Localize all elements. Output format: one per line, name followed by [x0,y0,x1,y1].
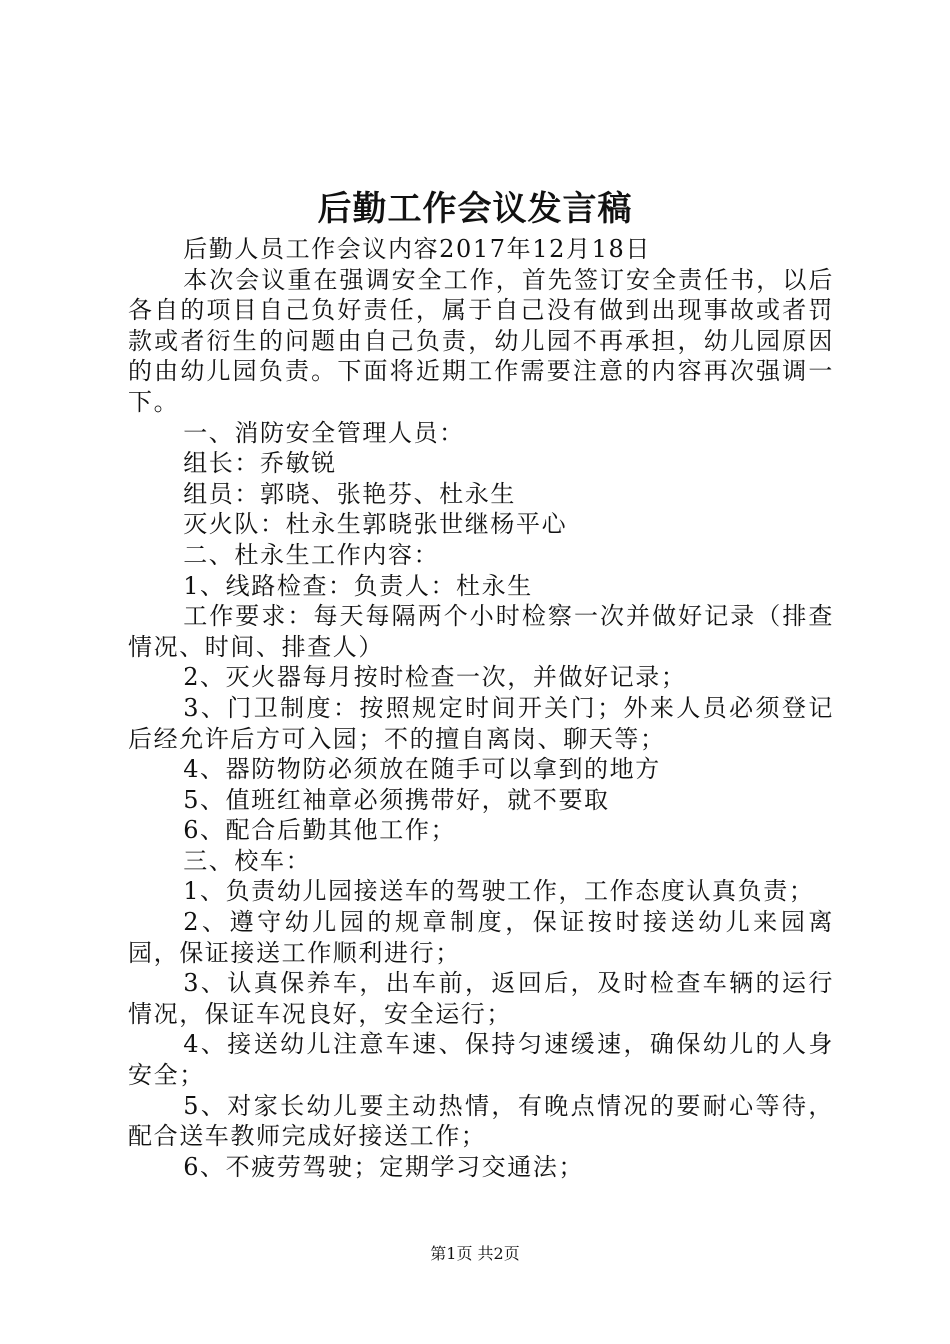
list-item: 4、接送幼儿注意车速、保持匀速缓速，确保幼儿的人身安全； [128,1030,834,1090]
paragraph-team-leader: 组长：乔敏锐 [183,449,337,478]
paragraph-fire-squad: 灭火队：杜永生郭晓张世继杨平心 [183,510,568,539]
section-heading-fire-safety: 一、消防安全管理人员： [183,418,465,447]
list-item: 5、值班红袖章必须携带好，就不要取 [183,785,610,814]
paragraph-meeting-info: 后勤人员工作会议内容2017年12月18日 [183,235,651,263]
section-heading-school-bus: 三、校车： [183,846,312,875]
list-item: 6、不疲劳驾驶；定期学习交通法； [183,1152,585,1181]
list-item: 3、门卫制度：按照规定时间开关门；外来人员必须登记后经允许后方可入园；不的擅自离岗、聊天等； [128,693,834,753]
document-body [128,234,834,1182]
list-item: 1、负责幼儿园接送车的驾驶工作，工作态度认真负责； [183,877,815,906]
section-heading-du-yongsheng: 二、杜永生工作内容： [183,540,440,569]
list-item: 5、对家长幼儿要主动热情，有晚点情况的要耐心等待，配合送车教师完成好接送工作； [128,1091,834,1151]
document-title: 后勤工作会议发言稿 [317,189,633,229]
paragraph-work-requirement: 工作要求：每天每隔两个小时检察一次并做好记录（排查情况、时间、排查人） [128,602,834,661]
list-item: 4、器防物防必须放在随手可以拿到的地方 [183,755,661,784]
list-item: 2、灭火器每月按时检查一次，并做好记录； [183,663,687,692]
list-item: 1、线路检查：负责人：杜永生 [183,571,533,600]
list-item: 6、配合后勤其他工作； [183,816,457,845]
paragraph-team-members: 组员：郭晓、张艳芬、杜永生 [183,479,516,508]
list-item: 3、认真保养车，出车前，返回后，及时检查车辆的运行情况，保证车况良好，安全运行； [128,969,834,1028]
page-number: 第1页 共2页 [430,1244,520,1263]
list-item: 2、遵守幼儿园的规章制度，保证按时接送幼儿来园离园，保证接送工作顺利进行； [128,908,834,967]
paragraph-intro: 本次会议重在强调安全工作，首先签订安全责任书，以后各自的项目自己负好责任，属于自己没有做到出现事故或者罚款或者衍生的问题由自己负责，幼儿园不再承担，幼儿园原因的由幼儿园负责。下面将近期工作需要注意的内容再次强调一下。 [128,265,834,416]
